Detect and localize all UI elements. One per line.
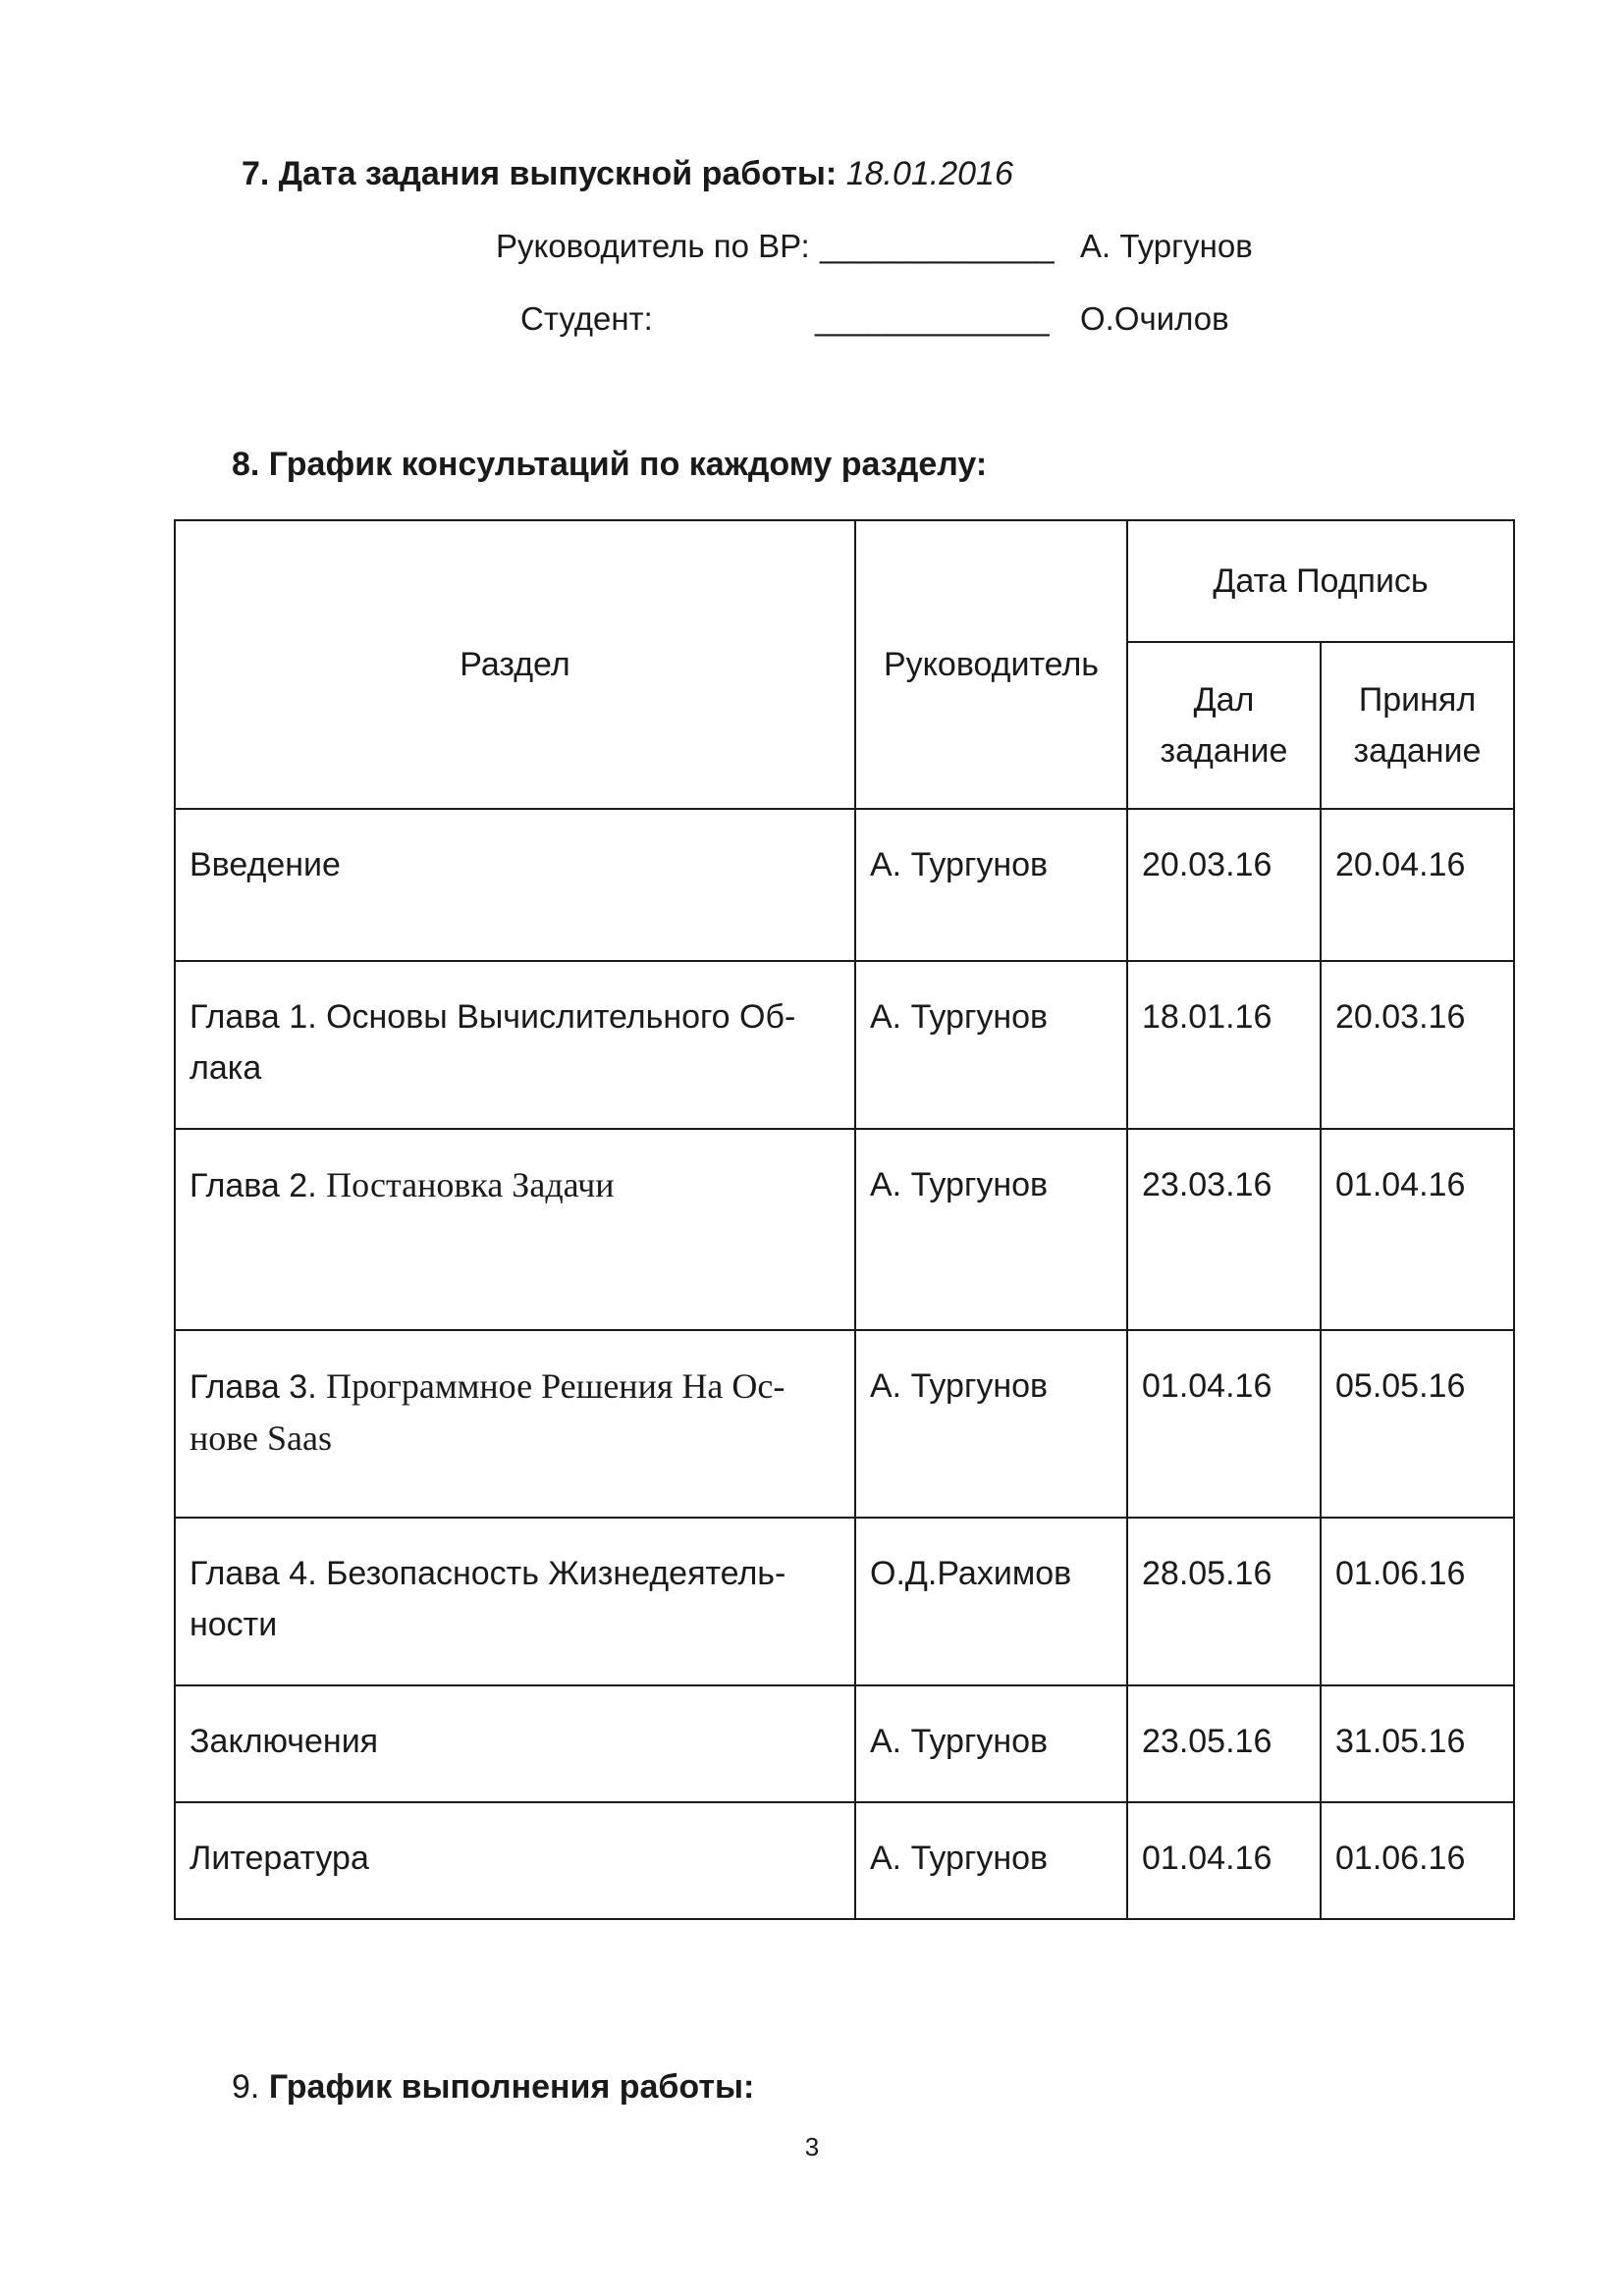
row-section-text: Введение xyxy=(189,846,341,883)
header-section: Раздел xyxy=(175,520,855,809)
row-section-title: Программное Решения На Ос-нове Saas xyxy=(189,1366,785,1458)
row-section-prefix: Глава 2. xyxy=(189,1167,327,1204)
row-accepted-date: 20.04.16 xyxy=(1321,809,1514,961)
supervisor-signature-line: _____________ xyxy=(820,228,1055,264)
row-section-text: Литература xyxy=(189,1840,369,1877)
row-gave-date: 20.03.16 xyxy=(1127,809,1321,961)
section-7-line xyxy=(242,155,1013,193)
row-accepted-date: 01.06.16 xyxy=(1321,1802,1514,1919)
assignment-date: 18.01.2016 xyxy=(845,155,1013,192)
section-9-title: График выполнения работы: xyxy=(268,2068,755,2106)
row-section xyxy=(175,809,855,961)
row-section-text: Заключения xyxy=(189,1723,379,1760)
row-section xyxy=(175,1129,855,1330)
row-accepted-date: 01.04.16 xyxy=(1321,1129,1514,1330)
row-section-prefix: Глава 3. xyxy=(189,1368,327,1406)
row-section xyxy=(175,961,855,1129)
table-row xyxy=(175,809,1514,961)
header-accepted-assignment xyxy=(1321,642,1514,809)
table-row xyxy=(175,961,1514,1129)
supervisor-label: Руководитель по ВР: xyxy=(496,228,810,264)
row-supervisor: А. Тургунов xyxy=(855,1802,1127,1919)
table-row xyxy=(175,1129,1514,1330)
row-section xyxy=(175,1330,855,1518)
row-supervisor: А. Тургунов xyxy=(855,1685,1127,1802)
row-supervisor: А. Тургунов xyxy=(855,809,1127,961)
table-row xyxy=(175,1330,1514,1518)
header-gave-assignment xyxy=(1127,642,1321,809)
row-accepted-date: 20.03.16 xyxy=(1321,961,1514,1129)
header-accepted-line2: задание xyxy=(1353,732,1482,770)
row-accepted-date: 01.06.16 xyxy=(1321,1518,1514,1685)
row-accepted-date: 05.05.16 xyxy=(1321,1330,1514,1518)
student-name: О.Очилов xyxy=(1080,300,1229,337)
row-gave-date: 23.05.16 xyxy=(1127,1685,1321,1802)
row-section-text: Глава 4. Безопасность Жизнедеятель-ности xyxy=(189,1555,786,1643)
header-gave-line1: Дал xyxy=(1193,681,1255,719)
section-9-number: 9. xyxy=(232,2068,269,2106)
section-7-label: 7. Дата задания выпускной работы: xyxy=(242,155,838,192)
table-row xyxy=(175,1802,1514,1919)
section-9-line xyxy=(232,2068,754,2107)
row-gave-date: 01.04.16 xyxy=(1127,1802,1321,1919)
header-supervisor: Руководитель xyxy=(855,520,1127,809)
consultation-schedule-table xyxy=(174,519,1515,1920)
header-accepted-line1: Принял xyxy=(1358,681,1477,719)
supervisor-name: А. Тургунов xyxy=(1080,228,1253,264)
row-supervisor: А. Тургунов xyxy=(855,1129,1127,1330)
student-signature-line: _____________ xyxy=(815,300,1050,337)
section-8-title: 8. График консультаций по каждому разделу: xyxy=(232,446,988,483)
row-gave-date: 28.05.16 xyxy=(1127,1518,1321,1685)
table-row xyxy=(175,1518,1514,1685)
page-number: 3 xyxy=(804,2132,820,2162)
header-date-signature: Дата Подпись xyxy=(1127,520,1514,642)
row-section xyxy=(175,1802,855,1919)
row-section xyxy=(175,1518,855,1685)
header-gave-line2: задание xyxy=(1160,732,1288,770)
student-label: Студент: xyxy=(520,300,653,337)
row-section xyxy=(175,1685,855,1802)
row-supervisor: А. Тургунов xyxy=(855,1330,1127,1518)
row-gave-date: 23.03.16 xyxy=(1127,1129,1321,1330)
row-supervisor: О.Д.Рахимов xyxy=(855,1518,1127,1685)
row-gave-date: 01.04.16 xyxy=(1127,1330,1321,1518)
row-supervisor: А. Тургунов xyxy=(855,961,1127,1129)
table-row xyxy=(175,1685,1514,1802)
row-gave-date: 18.01.16 xyxy=(1127,961,1321,1129)
row-section-title: Постановка Задачи xyxy=(326,1165,615,1204)
row-section-text: Глава 1. Основы Вычислительного Об-лака xyxy=(189,998,796,1087)
row-accepted-date: 31.05.16 xyxy=(1321,1685,1514,1802)
